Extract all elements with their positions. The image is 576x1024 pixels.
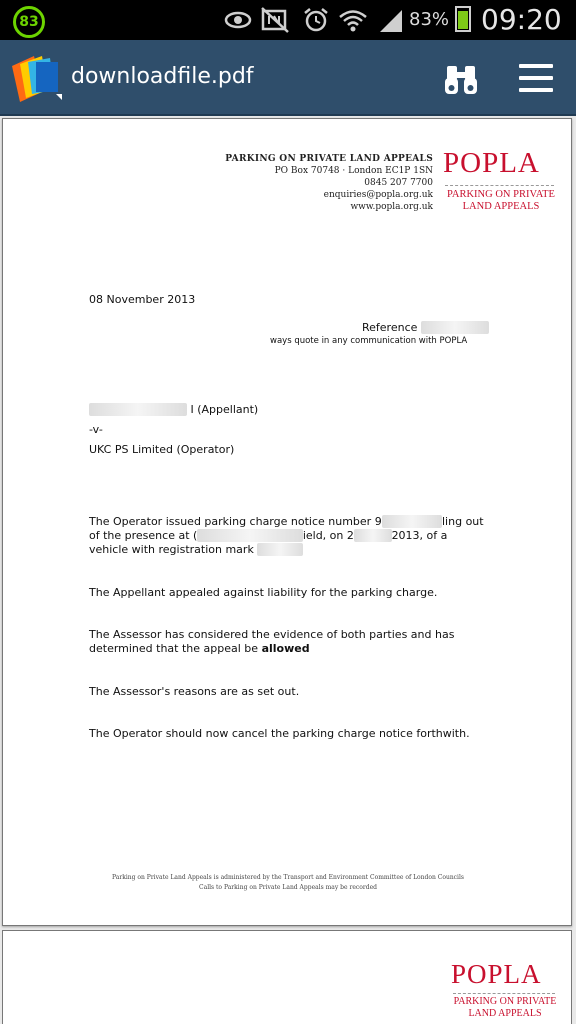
- redacted-date: [354, 529, 392, 542]
- battery-fill: [458, 11, 468, 29]
- redacted-location: [197, 529, 303, 542]
- paragraph-4: The Assessor's reasons are as set out.: [89, 685, 300, 698]
- paragraph-1-line-3: [89, 543, 303, 556]
- para1-text-c: of the presence at (: [89, 529, 198, 542]
- para1-text-e: 2013, of a: [391, 529, 448, 542]
- footer-line-1: Parking on Private Land Appeals is administered by the Transport and Environment Committee of London Councils: [112, 874, 464, 881]
- alarm-icon: [302, 6, 330, 42]
- status-bar: [0, 0, 576, 40]
- website-line: www.popla.org.uk: [350, 202, 433, 212]
- letter-date: 08 November 2013: [89, 293, 196, 306]
- email-line: enquiries@popla.org.uk: [323, 190, 433, 200]
- paragraph-3-line-2: [89, 642, 310, 655]
- para3-decision: allowed: [261, 642, 310, 655]
- app-bar: [0, 40, 576, 116]
- address-line: PO Box 70748 · London EC1P 1SN: [274, 166, 433, 176]
- clock: 09:20: [481, 3, 562, 36]
- nfc-off-icon: [260, 6, 290, 42]
- popla-logo: POPLA: [443, 147, 540, 179]
- reference-text: Reference: [362, 321, 418, 334]
- redacted-name: [89, 403, 187, 416]
- pdf-page-1[interactable]: [2, 118, 572, 926]
- logo-divider: [453, 993, 555, 994]
- operator-line: UKC PS Limited (Operator): [89, 443, 235, 456]
- appellant-label: I (Appellant): [190, 403, 259, 416]
- appellant-line: [89, 403, 258, 416]
- logo-sub-line-2: LAND APPEALS: [468, 1008, 542, 1019]
- popla-logo-subtitle: [445, 189, 557, 213]
- paragraph-1-line-2: [89, 529, 447, 542]
- paragraph-3-line-1: The Assessor has considered the evidence of both parties and has: [89, 628, 455, 641]
- polaris-logo-icon[interactable]: [8, 52, 64, 104]
- org-name: PARKING ON PRIVATE LAND APPEALS: [225, 154, 433, 164]
- redacted-notice-number: [382, 515, 442, 528]
- redacted-registration: [257, 543, 302, 556]
- redacted-reference: [421, 321, 489, 334]
- paragraph-1-line-1: [89, 515, 484, 528]
- para1-text-f: vehicle with registration mark: [89, 543, 254, 556]
- logo-sub-line-1: PARKING ON PRIVATE: [453, 996, 557, 1007]
- notification-badge: 83: [13, 6, 45, 38]
- battery-icon: [455, 6, 471, 32]
- popla-logo-subtitle: [451, 996, 559, 1020]
- battery-percent: 83%: [409, 9, 450, 30]
- logo-sub-line-2: LAND APPEALS: [462, 201, 540, 212]
- para1-text-a: The Operator issued parking charge notice number 9: [89, 515, 382, 528]
- reference-note: ways quote in any communication with POPLA: [270, 336, 468, 346]
- para3-text-a: determined that the appeal be: [89, 642, 259, 655]
- hamburger-menu-icon[interactable]: [519, 64, 553, 94]
- para1-text-d: ield, on 2: [302, 529, 354, 542]
- para1-text-b: ling out: [442, 515, 484, 528]
- paragraph-2: The Appellant appealed against liability for the parking charge.: [89, 586, 438, 599]
- logo-sub-line-1: PARKING ON PRIVATE: [447, 189, 555, 200]
- binoculars-icon[interactable]: [444, 64, 478, 100]
- signal-icon: [378, 6, 404, 42]
- footer-line-2: Calls to Parking on Private Land Appeals may be recorded: [199, 884, 377, 891]
- logo-divider: [445, 185, 554, 186]
- reference-label: [362, 321, 489, 334]
- phone-line: 0845 207 7700: [364, 178, 433, 188]
- paragraph-5: The Operator should now cancel the parking charge notice forthwith.: [89, 727, 470, 740]
- eye-icon: [224, 6, 252, 42]
- file-title: downloadfile.pdf: [71, 64, 254, 89]
- popla-logo: POPLA: [451, 959, 542, 989]
- pdf-page-2[interactable]: [2, 930, 572, 1024]
- versus-line: -v-: [89, 423, 103, 436]
- wifi-icon: [338, 6, 368, 42]
- org-address-block: [225, 153, 433, 213]
